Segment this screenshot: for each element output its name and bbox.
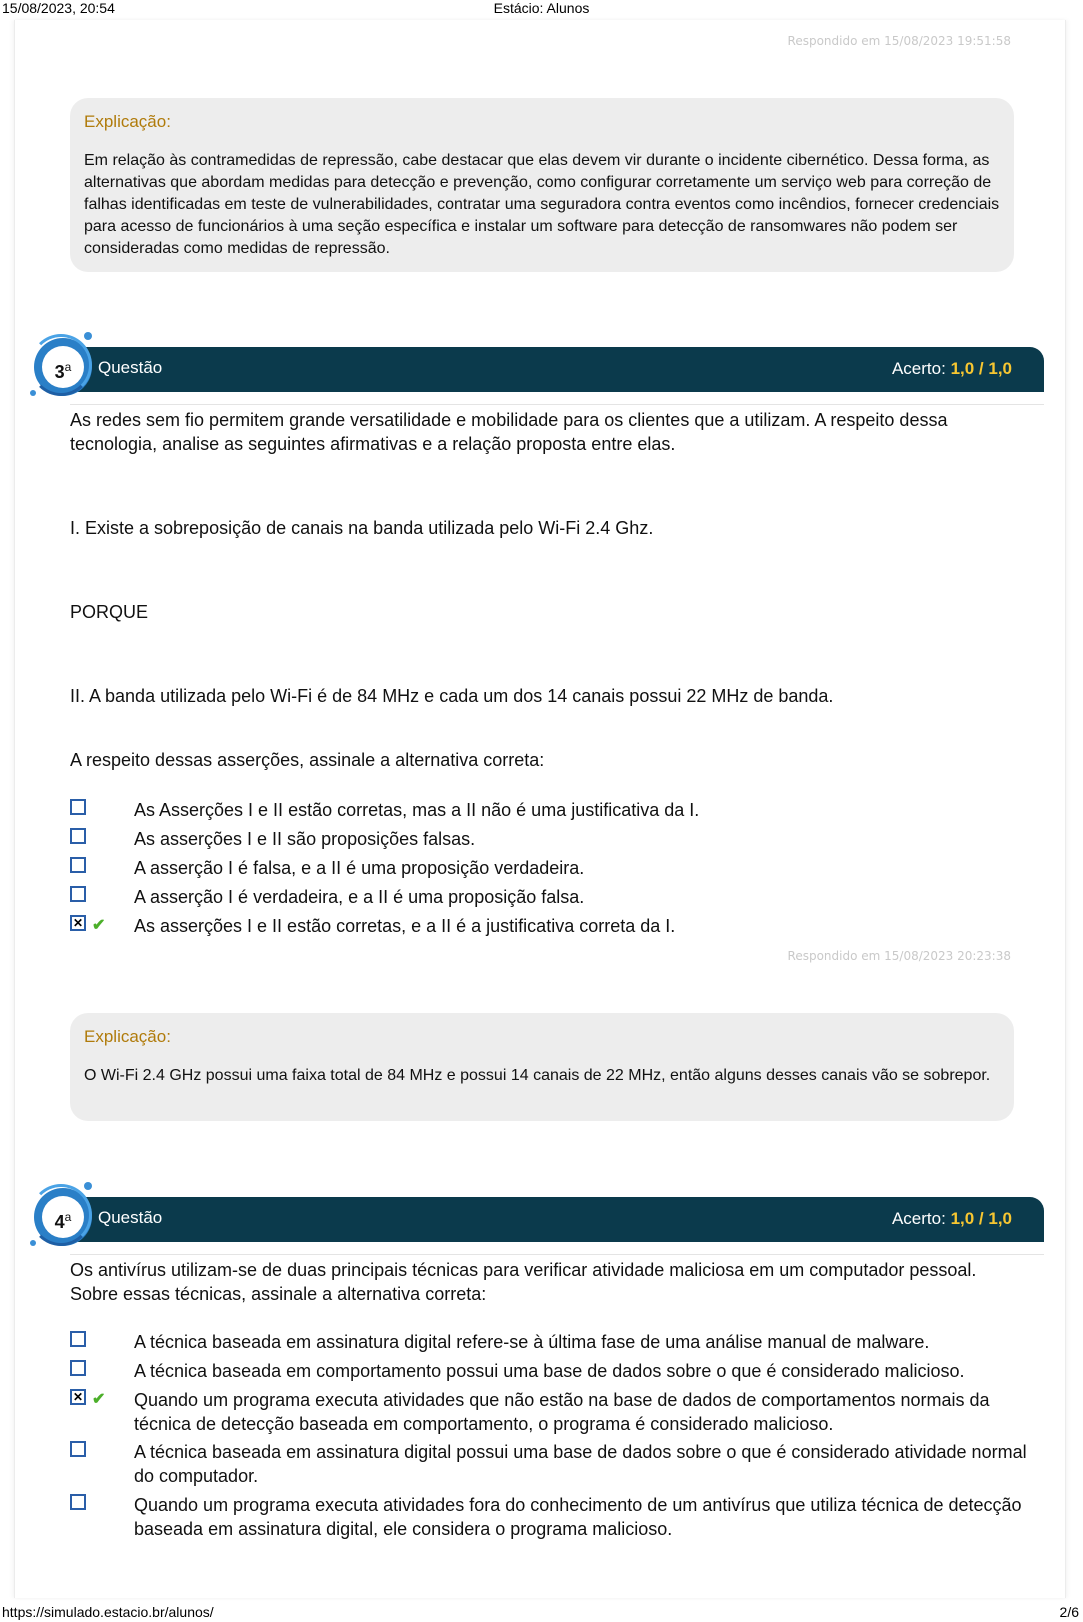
- question-number-value: 3: [54, 362, 65, 382]
- question-label: Questão: [98, 1208, 163, 1227]
- option-label: As Asserções I e II estão corretas, mas a II não é uma justificativa da I.: [134, 800, 700, 820]
- score-value: 1,0 / 1,0: [950, 1209, 1012, 1228]
- answered-timestamp: Respondido em 15/08/2023 20:23:38: [787, 949, 1011, 963]
- question-ordinal: a: [64, 360, 72, 374]
- score: [892, 1209, 1012, 1229]
- square-icon[interactable]: [70, 886, 86, 902]
- x-box-icon[interactable]: ✕: [70, 915, 86, 931]
- square-icon[interactable]: [70, 1331, 86, 1347]
- square-icon[interactable]: [70, 857, 86, 873]
- option-label: As asserções I e II estão corretas, e a II é a justificativa correta da I.: [134, 916, 676, 936]
- option-label: A técnica baseada em assinatura digital refere-se à última fase de uma análise manual de malware.: [134, 1332, 930, 1352]
- question-label: Questão: [98, 358, 163, 377]
- square-icon[interactable]: [70, 1494, 86, 1510]
- answered-timestamp: Respondido em 15/08/2023 19:51:58: [787, 34, 1011, 48]
- divider: [70, 1254, 1044, 1255]
- question-number-value: 4: [54, 1212, 65, 1232]
- square-icon[interactable]: [70, 828, 86, 844]
- explanation-text: O Wi-Fi 2.4 GHz possui uma faixa total de 84 MHz e possui 14 canais de 22 MHz, então alguns desses canais vão se sobrepor.: [84, 1067, 991, 1084]
- question-number-badge: [28, 1182, 100, 1254]
- question-header: [70, 1197, 1044, 1242]
- check-icon: ✔: [92, 917, 106, 934]
- print-header: [0, 0, 1083, 18]
- option-label: Quando um programa executa atividades fora do conhecimento de um antivírus que utiliza técnica de detecção baseada em assinatura digital, ele considera o programa malicioso.: [134, 1495, 1022, 1539]
- score-value: 1,0 / 1,0: [950, 359, 1012, 378]
- assertion-2: II. A banda utilizada pelo Wi-Fi é de 84 MHz e cada um dos 14 canais possui 22 MHz de banda.: [70, 686, 834, 706]
- question-ordinal: a: [64, 1210, 72, 1224]
- question-number: [42, 1196, 84, 1238]
- badge-dot: [30, 390, 36, 396]
- question-statement: As redes sem fio permitem grande versatilidade e mobilidade para os clientes que a utilizam. A respeito dessa tecnologia, analise as seguintes afirmativas e a relação proposta entre elas.: [70, 410, 948, 454]
- option-label: Quando um programa executa atividades que não estão na base de dados de comportamentos normais da técnica de detecção baseada em comportamento, o programa é considerado malicioso.: [134, 1390, 990, 1434]
- badge-dot: [84, 1182, 92, 1190]
- page-number: 2/6: [1059, 1604, 1079, 1620]
- square-icon[interactable]: [70, 799, 86, 815]
- explanation-title: Explicação:: [84, 1027, 171, 1046]
- square-icon[interactable]: [70, 1441, 86, 1457]
- print-date: 15/08/2023, 20:54: [2, 0, 115, 16]
- question-number-badge: [28, 332, 100, 404]
- print-footer: [0, 1602, 1083, 1622]
- badge-dot: [84, 332, 92, 340]
- check-icon: ✔: [92, 1391, 106, 1408]
- print-url: https://simulado.estacio.br/alunos/: [2, 1604, 214, 1620]
- question-header: [70, 347, 1044, 392]
- explanation-title: Explicação:: [84, 112, 171, 131]
- option-label: A técnica baseada em assinatura digital possui uma base de dados sobre o que é considerado atividade normal do computador.: [134, 1442, 1027, 1486]
- option-label: A técnica baseada em comportamento possui uma base de dados sobre o que é considerado malicioso.: [134, 1361, 965, 1381]
- question-prompt: A respeito dessas asserções, assinale a alternativa correta:: [70, 750, 545, 770]
- explanation-text: Em relação às contramedidas de repressão, cabe destacar que elas devem vir durante o incidente cibernético. Dessa forma, as alternativas que abordam medidas para detecção e prevenção, como configurar corretamente um serviço web para correção de falhas identificadas em teste de vulnerabilidades, contratar uma seguradora contra eventos como incêndios, fornecer credenciais para acesso de funcionários à uma seção específica e instalar um software para detecção de ransomwares não podem ser consideradas como medidas de repressão.: [84, 152, 1000, 257]
- print-title: Estácio: Alunos: [493, 0, 590, 16]
- divider: [70, 404, 1044, 405]
- score-label: Acerto:: [891, 1209, 946, 1228]
- score-label: Acerto:: [891, 359, 946, 378]
- option-label: A asserção I é verdadeira, e a II é uma proposição falsa.: [134, 887, 585, 907]
- score: [892, 359, 1012, 379]
- x-box-icon[interactable]: ✕: [70, 1389, 86, 1405]
- square-icon[interactable]: [70, 1360, 86, 1376]
- option-label: As asserções I e II são proposições falsas.: [134, 829, 476, 849]
- assertion-1: I. Existe a sobreposição de canais na banda utilizada pelo Wi-Fi 2.4 Ghz.: [70, 518, 654, 538]
- porque-label: PORQUE: [70, 602, 149, 622]
- question-statement: Os antivírus utilizam-se de duas principais técnicas para verificar atividade maliciosa em um computador pessoal. Sobre essas técnicas, assinale a alternativa correta:: [70, 1260, 977, 1304]
- badge-dot: [30, 1240, 36, 1246]
- option-label: A asserção I é falsa, e a II é uma proposição verdadeira.: [134, 858, 585, 878]
- explanation-box: [70, 1013, 1014, 1121]
- explanation-box: [70, 98, 1014, 272]
- question-number: [42, 346, 84, 388]
